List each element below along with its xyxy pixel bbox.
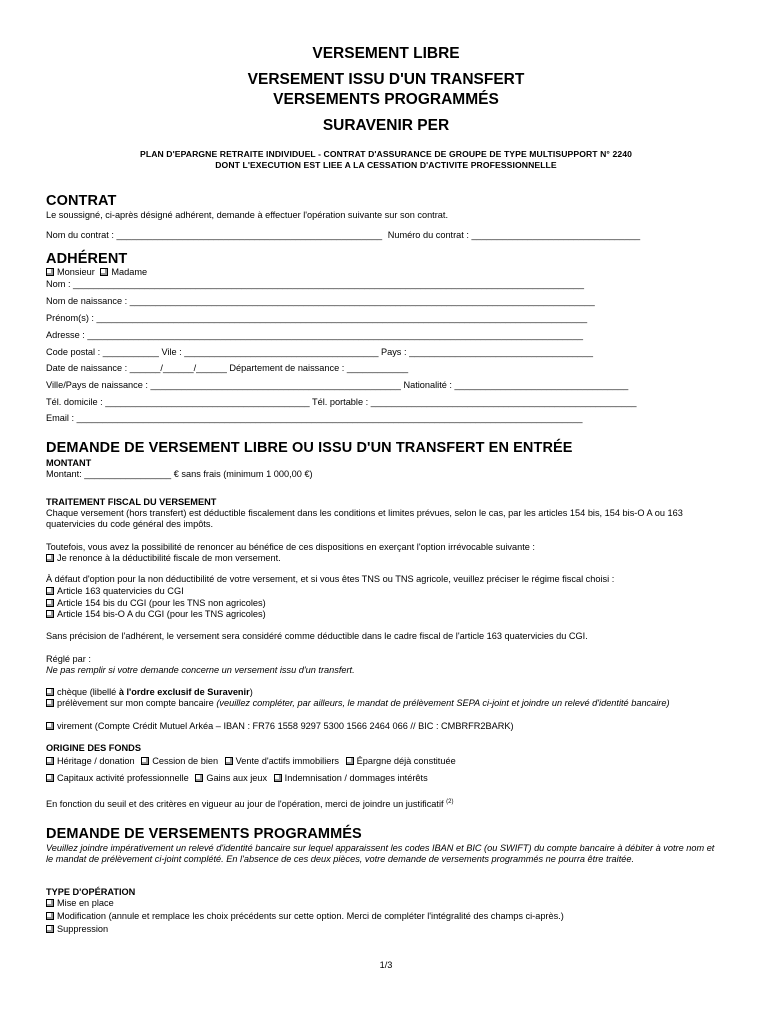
field-date-naissance[interactable]: Date de naissance : ______/______/______ Département de naissance : ____________ [46,363,409,373]
prelevement-option [46,698,724,709]
programmes-intro: Veuillez joindre impérativement un relevé d'identité bancaire sur lequel apparaissent les codes IBAN et BIC (ou SWIFT) du compte bancaire à débiter à votre nom et le mandat de prélèvement ci-joint complété. En l'absence de ces deux pièces, votre demande de versements programmés ne pourra être traitée. [46,843,715,864]
sans-precision-text: Sans précision de l'adhérent, le versement sera considéré comme déductible dans le cadre fiscal de l'article 163 quatervicies du CGI. [46,631,588,641]
cession-checkbox[interactable] [141,757,149,765]
monsieur-checkbox[interactable] [46,268,54,276]
renonce-text: Toutefois, vous avez la possibilité de renoncer au bénéfice de ces dispositions en exerçant l'option irrévocable suivante : [46,542,535,552]
field-email[interactable]: Email : ___________________________________________________________________________________________________ [46,413,583,423]
heritage-label: Héritage / donation [57,756,135,766]
field-telephone[interactable]: Tél. domicile : ________________________________________ Tél. portable : ____________________________________________________ [46,397,637,407]
page-number: 1/3 [379,960,393,970]
prelevement-checkbox[interactable] [46,699,54,707]
origine-fonds-label: ORIGINE DES FONDS [46,743,141,753]
subtitle-plan: PLAN D'EPARGNE RETRAITE INDIVIDUEL - CONTRAT D'ASSURANCE DE GROUPE DE TYPE MULTISUPPORT N° 2240 [140,149,632,159]
cheque-close-label: ) [249,687,253,697]
title-programmes: VERSEMENTS PROGRAMMÉS [273,91,499,108]
document-page [46,0,726,1024]
cession-label: Cession de bien [152,756,219,766]
defaut-option-text: À défaut d'option pour la non déductibilité de votre versement, et si vous êtes TNS ou TNS agricole, veuillez préciser le régime fiscal choisi : [46,574,615,584]
section-heading-versements-programmes: DEMANDE DE VERSEMENTS PROGRAMMÉS [46,826,362,842]
cheque-option [46,687,253,697]
article-154-bis-checkbox[interactable] [46,599,54,607]
section-heading-contrat: CONTRAT [46,193,117,209]
madame-checkbox[interactable] [100,268,108,276]
contrat-intro: Le soussigné, ci-après désigné adhérent, demande à effectuer l'opération suivante sur son contrat. [46,210,449,220]
suppression-option [46,924,108,934]
renonce-option-label: Je renonce à la déductibilité fiscale de mon versement. [57,553,281,563]
field-ville-pays[interactable]: Ville/Pays de naissance : _________________________________________________ Nationalité : __________________________________ [46,380,629,390]
gains-jeux-checkbox[interactable] [195,774,203,782]
cheque-label: chèque (libellé [57,687,119,697]
indemnisation-label: Indemnisation / dommages intérêts [284,773,428,783]
virement-label: virement (Compte Crédit Mutuel Arkéa – IBAN : FR76 1558 9297 5300 1566 2464 066 // BIC : CMBRFR2BARK) [57,721,514,731]
field-adresse[interactable]: Adresse : _________________________________________________________________________________________________ [46,330,583,340]
cheque-checkbox[interactable] [46,688,54,696]
numero-du-contrat-label: Numéro du contrat : _________________________________ [387,230,641,240]
origine-fonds-row-2 [46,773,428,783]
regle-par-label: Réglé par : [46,654,91,664]
monsieur-label: Monsieur [57,267,95,277]
cheque-ordre-label: à l'ordre exclusif de Suravenir [118,687,250,697]
modification-checkbox[interactable] [46,912,54,920]
capitaux-checkbox[interactable] [46,774,54,782]
nom-du-contrat-label: Nom du contrat : ____________________________________________________ [46,230,383,240]
prelevement-label: prélèvement sur mon compte bancaire [57,698,217,708]
mise-en-place-checkbox[interactable] [46,899,54,907]
article-154-bis-oa-label: Article 154 bis-O A du CGI (pour les TNS agricoles) [57,609,266,619]
subtitle-execution: DONT L'EXECUTION EST LIEE A LA CESSATION D'ACTIVITE PROFESSIONNELLE [215,160,557,170]
suppression-label: Suppression [57,924,109,934]
title-suravenir-per: SURAVENIR PER [322,117,450,134]
title-transfert: VERSEMENT ISSU D'UN TRANSFERT [247,71,525,88]
title-versement-libre: VERSEMENT LIBRE [312,45,460,62]
article-154-bis-oa-option [46,609,266,619]
virement-option [46,721,514,731]
montant-label: MONTANT [46,458,92,468]
prelevement-note: (veuillez compléter, par ailleurs, le mandat de prélèvement SEPA ci-joint et joindre un relevé d'identité bancaire) [216,698,670,708]
section-heading-adherent: ADHÉRENT [46,251,128,267]
renonce-checkbox[interactable] [46,554,54,562]
modification-label: Modification (annule et remplace les choix précédents sur cette option. Merci de compléter l'intégralité des champs ci-après.) [57,911,564,921]
article-154-bis-label: Article 154 bis du CGI (pour les TNS non agricoles) [57,598,266,608]
article-163-checkbox[interactable] [46,587,54,595]
madame-label: Madame [111,267,148,277]
seuil-text [46,799,453,809]
vente-actifs-label: Vente d'actifs immobiliers [235,756,340,766]
field-nom-du-contrat[interactable] [46,230,640,240]
mise-en-place-option [46,898,114,908]
modification-option [46,911,564,921]
epargne-checkbox[interactable] [346,757,354,765]
vente-actifs-checkbox[interactable] [225,757,233,765]
seuil-footnote-ref: (2) [446,799,454,805]
field-nom[interactable]: Nom : ____________________________________________________________________________________________________ [46,279,585,289]
renonce-option [46,553,281,563]
origine-fonds-row-1 [46,756,456,766]
mise-en-place-label: Mise en place [57,898,114,908]
gains-jeux-label: Gains aux jeux [206,773,268,783]
indemnisation-checkbox[interactable] [274,774,282,782]
traitement-fiscal-text: Chaque versement (hors transfert) est déductible fiscalement dans les conditions et limites prévues, selon le cas, par les articles 154 bis, 154 bis-O A ou 163 quatervicies du code général des impôts. [46,508,683,529]
article-154-bis-option [46,598,266,608]
civilite-row [46,267,147,277]
epargne-label: Épargne déjà constituée [356,756,456,766]
traitement-fiscal-label: TRAITEMENT FISCAL DU VERSEMENT [46,497,217,507]
field-prenoms[interactable]: Prénom(s) : ________________________________________________________________________________________________ [46,313,588,323]
field-nom-naissance[interactable]: Nom de naissance : ___________________________________________________________________________________________ [46,296,595,306]
article-163-option [46,586,184,596]
heritage-checkbox[interactable] [46,757,54,765]
seuil-label: En fonction du seuil et des critères en vigueur au jour de l'opération, merci de joindre un justificatif [46,799,444,810]
article-163-label: Article 163 quatervicies du CGI [57,586,184,596]
section-heading-versement-libre: DEMANDE DE VERSEMENT LIBRE OU ISSU D'UN TRANSFERT EN ENTRÉE [46,440,573,456]
article-154-bis-oa-checkbox[interactable] [46,610,54,618]
field-montant[interactable]: Montant: _________________ € sans frais (minimum 1 000,00 €) [46,469,313,479]
virement-checkbox[interactable] [46,722,54,730]
type-operation-label: TYPE D'OPÉRATION [46,887,136,897]
suppression-checkbox[interactable] [46,925,54,933]
field-code-postal[interactable]: Code postal : ___________ Vile : ______________________________________ Pays : ____________________________________ [46,347,594,357]
ne-pas-remplir-note: Ne pas remplir si votre demande concerne un versement issu d'un transfert. [46,665,355,675]
capitaux-label: Capitaux activité professionnelle [57,773,189,783]
